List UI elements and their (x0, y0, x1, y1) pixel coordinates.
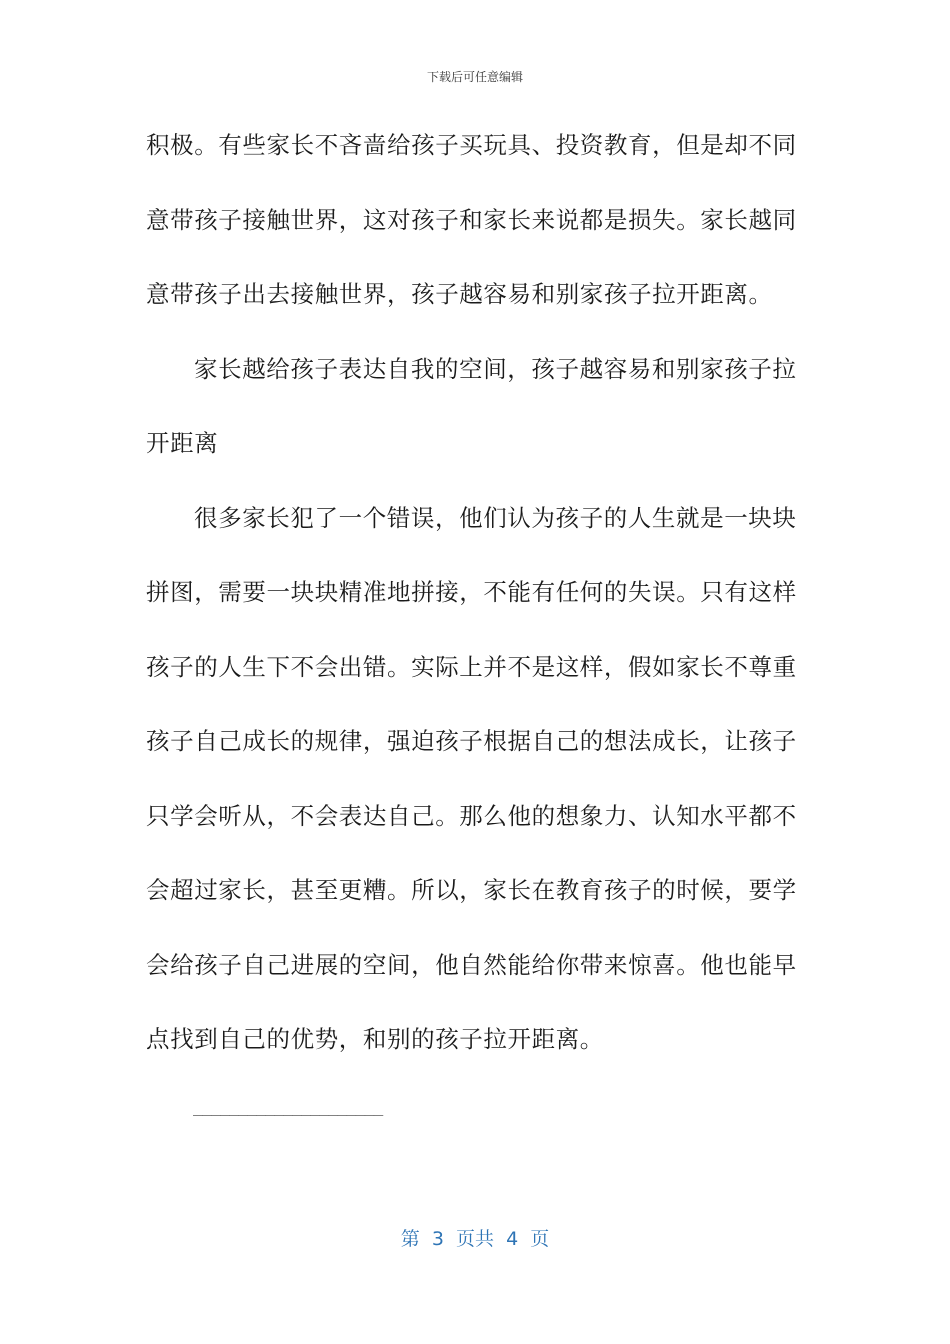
document-body (146, 122, 797, 1091)
page-header: 下载后可任意编辑 (426, 70, 523, 84)
text-line: 点找到自己的优势，和别的孩子拉开距离。 (146, 1025, 604, 1053)
text-line: 开距离 (146, 429, 219, 457)
text-line: 孩子的人生下不会出错。实际上并不是这样，假如家长不尊重 (146, 652, 797, 681)
text-line: 积极。有些家长不吝啬给孩子买玩具、投资教育，但是却不同 (146, 131, 797, 159)
text-line: 意带孩子出去接触世界，孩子越容易和别家孩子拉开距离。 (146, 280, 773, 308)
text-line: 孩子自己成长的规律，强迫孩子根据自己的想法成长，让孩子 (146, 727, 797, 755)
text-line: 家长越给孩子表达自我的空间，孩子越容易和别家孩子拉 (194, 354, 797, 383)
text-line: 很多家长犯了一个错误，他们认为孩子的人生就是一块块 (194, 503, 797, 532)
text-line: 会超过家长，甚至更糟。所以，家长在教育孩子的时候，要学 (146, 876, 797, 904)
page-number: 第 3 页共 4 页 (400, 1228, 550, 1250)
separator-line: _____________________ (193, 1097, 383, 1116)
text-line: 拼图，需要一块块精准地拼接，不能有任何的失误。只有这样 (146, 578, 797, 606)
text-line: 会给孩子自己进展的空间，他自然能给你带来惊喜。他也能早 (146, 950, 797, 979)
text-line: 意带孩子接触世界，这对孩子和家长来说都是损失。家长越同 (146, 205, 797, 234)
text-line: 只学会听从，不会表达自己。那么他的想象力、认知水平都不 (146, 801, 797, 830)
